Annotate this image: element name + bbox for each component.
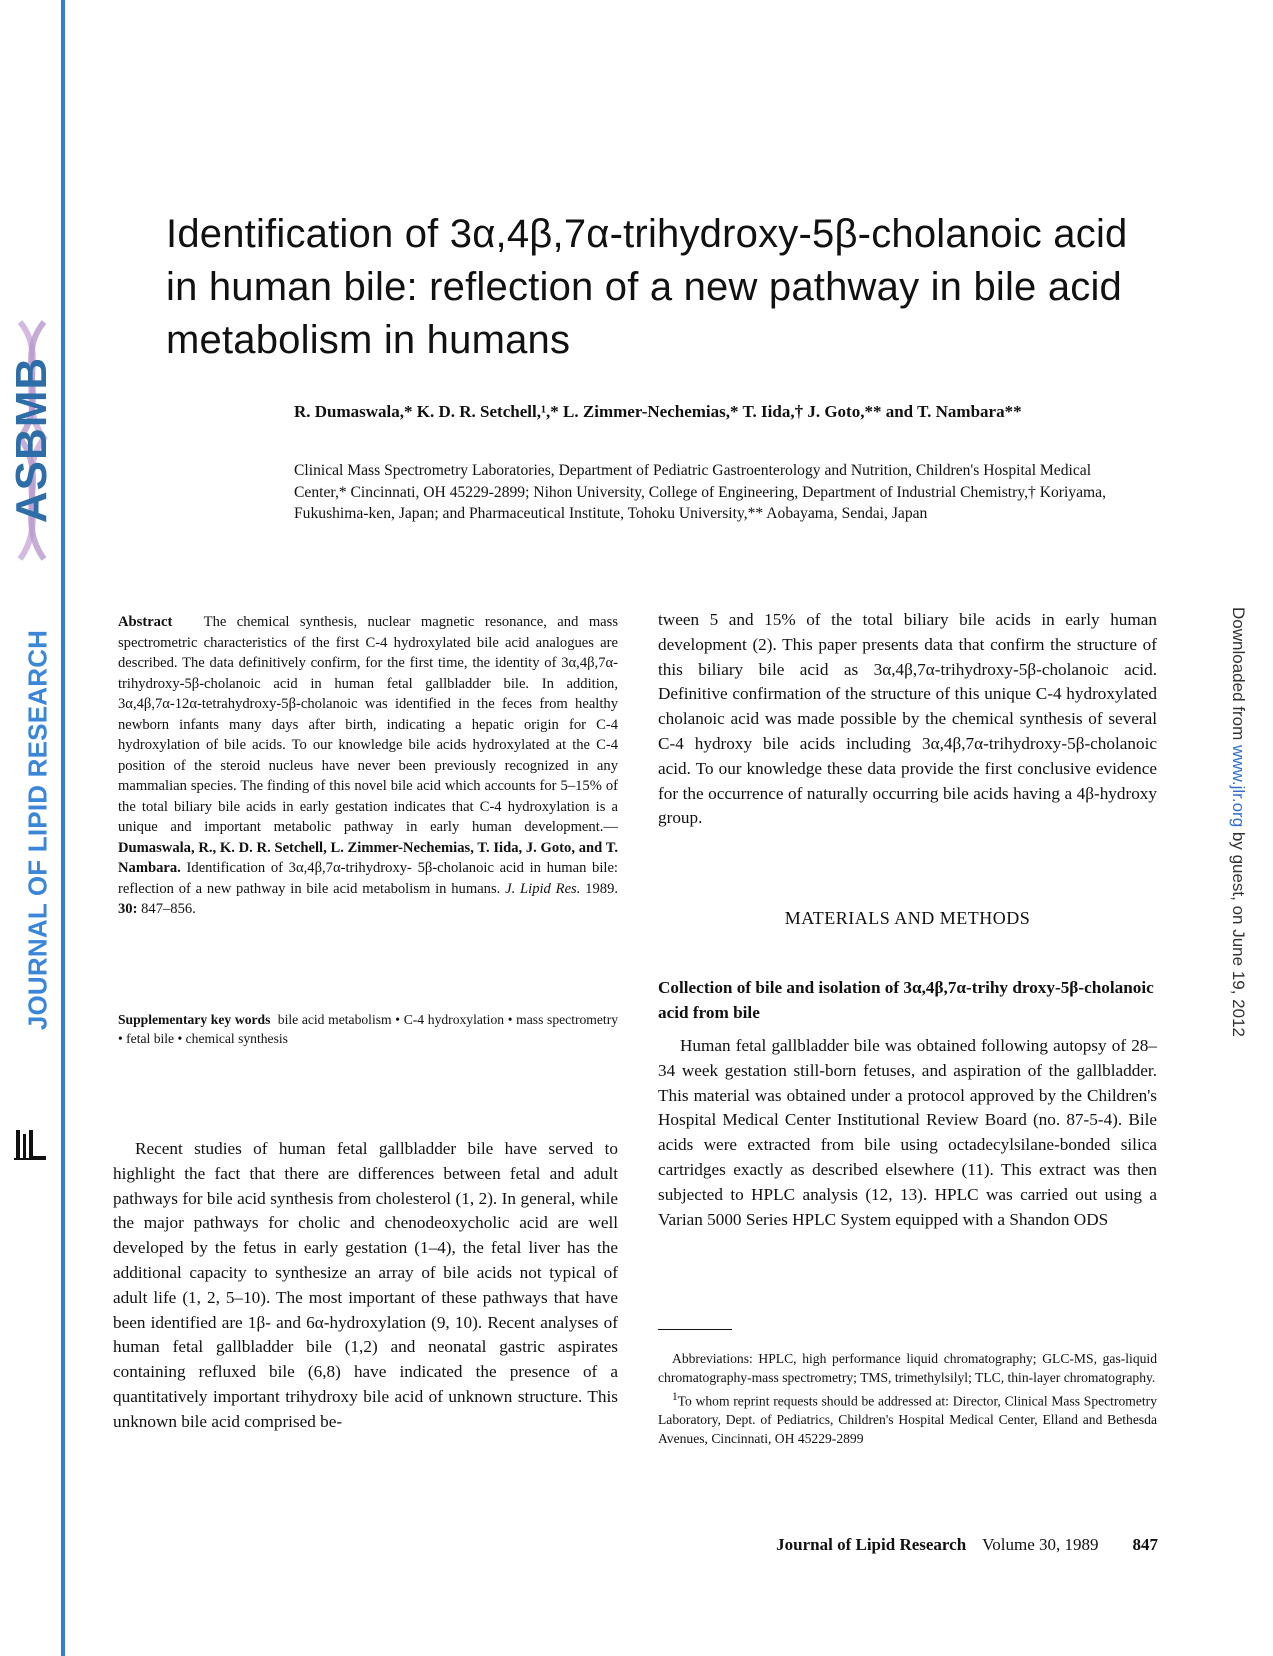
author-list: R. Dumaswala,* K. D. R. Setchell,¹,* L. Zimmer-Nechemias,* T. Iida,† J. Goto,** and T. Nambara** [294, 402, 1022, 421]
supplementary-keywords [118, 1010, 618, 1048]
introduction-paragraph: Recent studies of human fetal gallbladder bile have served to highlight the fact that there are differences between fetal and adult pathways for bile acid synthesis from cholesterol (1, 2). In general, while the major pathways for cholic and chenodeoxycholic acid are well developed by the fetus in early gestation (1–4), the fetal liver has the additional capacity to synthesize an array of bile acids not typical of adult life (1, 2, 5–10). The most important of these pathways that have been identified are 1β- and 6α-hydroxylation (9, 10). Recent analyses of human fetal gallbladder bile (1,2) and neonatal gastric aspirates containing refluxed bile (6,8) have indicated the presence of a quantitatively important trihydroxy bile acid of unknown structure. This unknown bile acid comprised be- [113, 1139, 618, 1431]
citation-title: Identification of 3α,4β,7α-trihydroxy- 5β-cholanoic acid in human bile: reflection of a new pathway in bile acid metabolism in humans. [118, 860, 618, 897]
keywords-label: Supplementary key words [118, 1012, 271, 1027]
citation-year: 1989. [580, 880, 619, 897]
journal-sidebar-title: JOURNAL OF LIPID RESEARCH [22, 629, 53, 1031]
download-prefix: Downloaded from [1229, 607, 1248, 745]
paper-title: Identification of 3α,4β,7α-trihydroxy-5β-cholanoic acid in human bile: reflection of a new pathway in bile acid metabolism in humans [166, 212, 1128, 362]
abbreviations-footnote: Abbreviations: HPLC, high performance liquid chromatography; GLC-MS, gas-liquid chromatography-mass spectrometry; TMS, trimethylsilyl; TLC, thin-layer chromatography. [658, 1351, 1157, 1385]
footer-volume: Volume 30, 1989 [982, 1535, 1099, 1554]
reprint-footnote-text: To whom reprint requests should be addressed at: Director, Clinical Mass Spectrometry Laboratory, Dept. of Pediatrics, Children's Hospital Medical Center, Elland and Bethesda Avenues, Cincinnati, OH 45229-2899 [658, 1393, 1157, 1446]
abstract [118, 612, 618, 920]
citation-authors: Dumaswala, R., K. D. R. Setchell, L. Zimmer-Nechemias, T. Iida, J. Goto, and T. Nambara. [118, 839, 618, 876]
download-notice [1228, 607, 1248, 1037]
citation-journal: J. Lipid Res. [505, 880, 581, 897]
abstract-label: Abstract [118, 614, 173, 630]
footer-page-number: 847 [1132, 1535, 1158, 1554]
download-suffix: by guest, on June 19, 2012 [1229, 827, 1248, 1037]
citation-volume: 30: [118, 901, 138, 917]
page-footer [712, 1535, 1158, 1555]
sidebar-rule [61, 0, 65, 1656]
asbmb-logo: ASBMB [7, 356, 56, 524]
methods-paragraph: Human fetal gallbladder bile was obtained following autopsy of 28–34 week gestation still-born fetuses, and aspiration of the gallbladder. This material was obtained under a protocol approved by the Children's Hospital Medical Center Institutional Review Board (no. 87-5-4). Bile acids were extracted from bile using octadecylsilane-bonded silica cartridges exactly as described elsewhere (11). This extract was then subjected to HPLC analysis (12, 13). HPLC was carried out using a Varian 5000 Series HPLC System equipped with a Shandon ODS [658, 1036, 1157, 1229]
footnote-rule [658, 1329, 732, 1330]
introduction-continued: tween 5 and 15% of the total biliary bile acids in early human development (2). This paper presents data that confirm the structure of this biliary bile acid as 3α,4β,7α-trihydroxy-5β-cholanoic acid. Definitive confirmation of the structure of this unique C-4 hydroxylated cholanoic acid was made possible by the chemical synthesis of several C-4 hydroxy bile acids including 3α,4β,7α-trihydroxy-5β-cholanoic acid. To our knowledge these data provide the first conclusive evidence for the occurrence of naturally occurring bile acids having a 4β-hydroxy group. [658, 610, 1157, 828]
reprint-footnote [658, 1388, 1157, 1449]
jlr-logo-icon [12, 1128, 48, 1162]
reprint-footnote-mark: 1 [672, 1390, 678, 1403]
affiliations: Clinical Mass Spectrometry Laboratories, Department of Pediatric Gastroenterology and Nutrition, Children's Hospital Medical Center,* Cincinnati, OH 45229-2899; Nihon University, College of Engineering, Department of Industrial Chemistry,† Koriyama, Fukushima-ken, Japan; and Pharmaceutical Institute, Tohoku University,** Aobayama, Sendai, Japan [294, 462, 1106, 522]
footnotes [658, 1350, 1157, 1449]
citation-dash: — [603, 819, 618, 835]
bile-collection-subheading: Collection of bile and isolation of 3α,4β,7α-trihy droxy-5β-cholanoic acid from bile [658, 978, 1154, 1022]
keywords-text: bile acid metabolism • C-4 hydroxylation • mass spectrometry • fetal bile • chemical synthesis [118, 1012, 619, 1046]
materials-methods-heading: MATERIALS AND METHODS [784, 908, 1031, 928]
citation-pages: 847–856. [137, 901, 196, 917]
abstract-body: The chemical synthesis, nuclear magnetic resonance, and mass spectrometric characteristics of the first C-4 hydroxylated bile acid analogues are described. The data definitively confirm, for the first time, the identity of 3α,4β,7α-trihydroxy-5β-cholanoic acid in human fetal gallbladder bile. In addition, 3α,4β,7α-12α-tetrahydroxy-5β-cholanoic was identified in the feces from healthy newborn infants many days after birth, indicating a hepatic origin for C-4 hydroxylation of bile acids. To our knowledge bile acids hydroxylated at the C-4 position of the steroid nucleus have never been previously recognized in any mammalian species. The finding of this novel bile acid which accounts for 5–15% of the total biliary bile acids in early gestation indicates that C-4 hydroxylation is a unique and important metabolic pathway in early human development. [118, 614, 619, 835]
footer-journal-name: Journal of Lipid Research [776, 1535, 967, 1554]
jlr-website-link[interactable]: www.jlr.org [1229, 744, 1248, 828]
